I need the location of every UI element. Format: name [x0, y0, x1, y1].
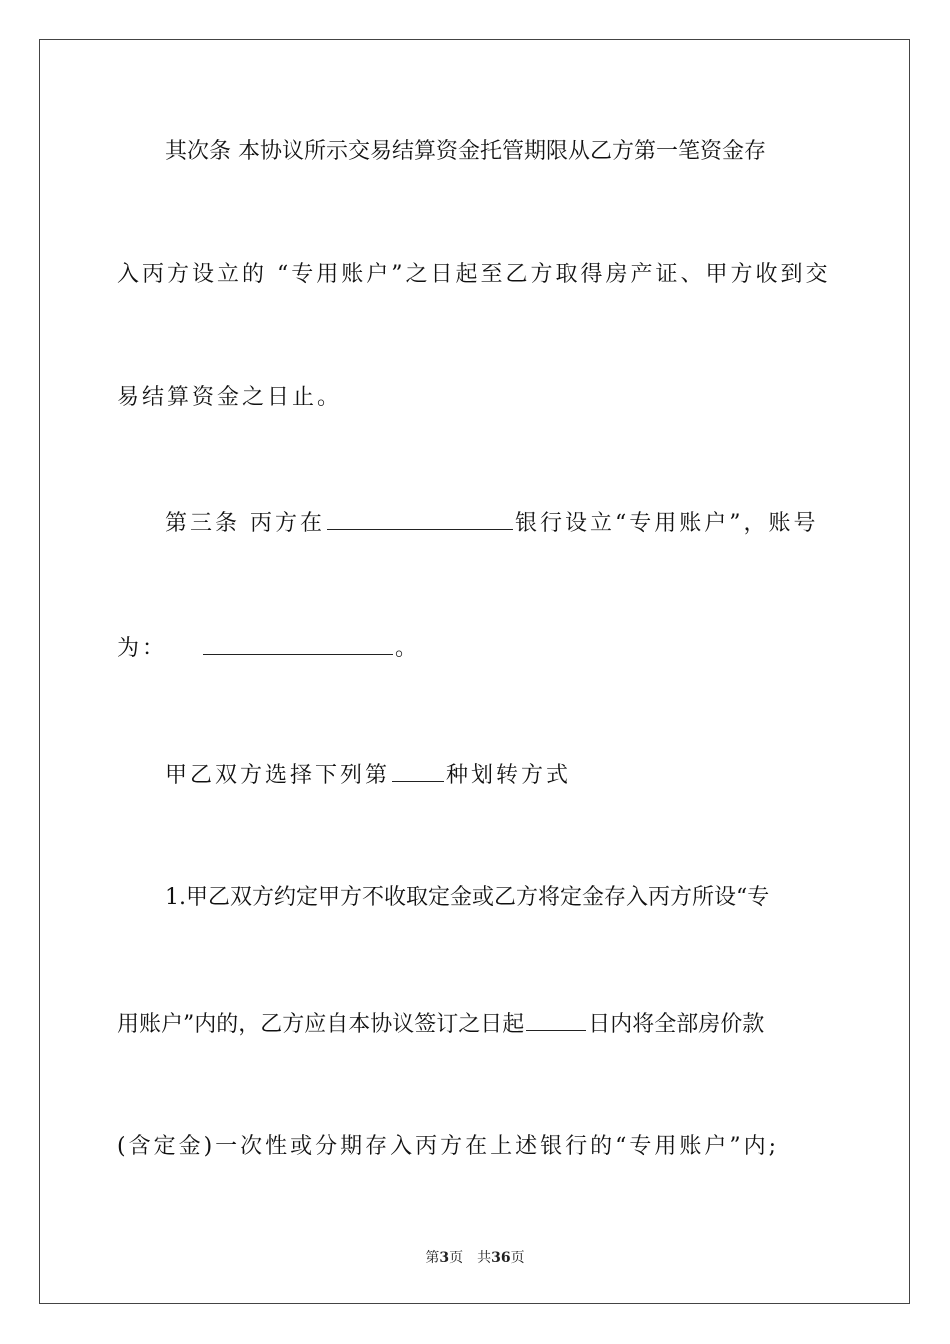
footer-page-mid: 页 [449, 1250, 464, 1266]
footer-page-current: 3 [439, 1250, 450, 1266]
option-1-line-3: (含定金)一次性或分期存入丙方在上述银行的“专用账户”内; [117, 1134, 780, 1159]
option-1-suffix: 日内将全部房价款 [588, 1012, 765, 1037]
option-1-line-2 [117, 1008, 833, 1040]
page-frame [39, 39, 910, 1304]
article-2-line-3: 易结算资金之日止。 [117, 385, 343, 410]
footer-total-suffix: 页 [510, 1250, 525, 1266]
transfer-prefix: 甲乙双方选择下列第 [165, 763, 391, 788]
article-3-prefix: 第三条 丙方在 [165, 511, 325, 536]
article-2-line-1: 其次条 本协议所示交易结算资金托管期限从乙方第一笔资金存 [165, 139, 766, 164]
option-1-line-1: 1.甲乙双方约定甲方不收取定金或乙方将定金存入丙方所设“专 [165, 885, 770, 910]
article-2-line-2: 入丙方设立的 “专用账户”之日起至乙方取得房产证、甲方收到交 [117, 262, 831, 287]
transfer-option-blank[interactable] [392, 759, 444, 782]
article-3-line-2 [117, 632, 833, 664]
footer-page-prefix: 第 [425, 1250, 440, 1266]
footer-total-prefix: 共 [477, 1250, 492, 1266]
bank-name-blank[interactable] [327, 507, 513, 530]
transfer-suffix: 种划转方式 [446, 763, 572, 788]
option-1-prefix: 用账户”内的，乙方应自本协议签订之日起 [117, 1012, 525, 1037]
article-3-suffix: 银行设立“专用账户”，账号 [515, 511, 819, 536]
article-3-line-1 [165, 507, 833, 539]
account-end: 。 [395, 636, 421, 661]
page-footer [0, 1247, 950, 1267]
days-blank[interactable] [526, 1008, 586, 1031]
account-number-blank[interactable] [203, 632, 393, 655]
account-label: 为： [117, 636, 168, 661]
footer-page-total: 36 [491, 1250, 511, 1266]
transfer-choice-line [165, 759, 833, 791]
